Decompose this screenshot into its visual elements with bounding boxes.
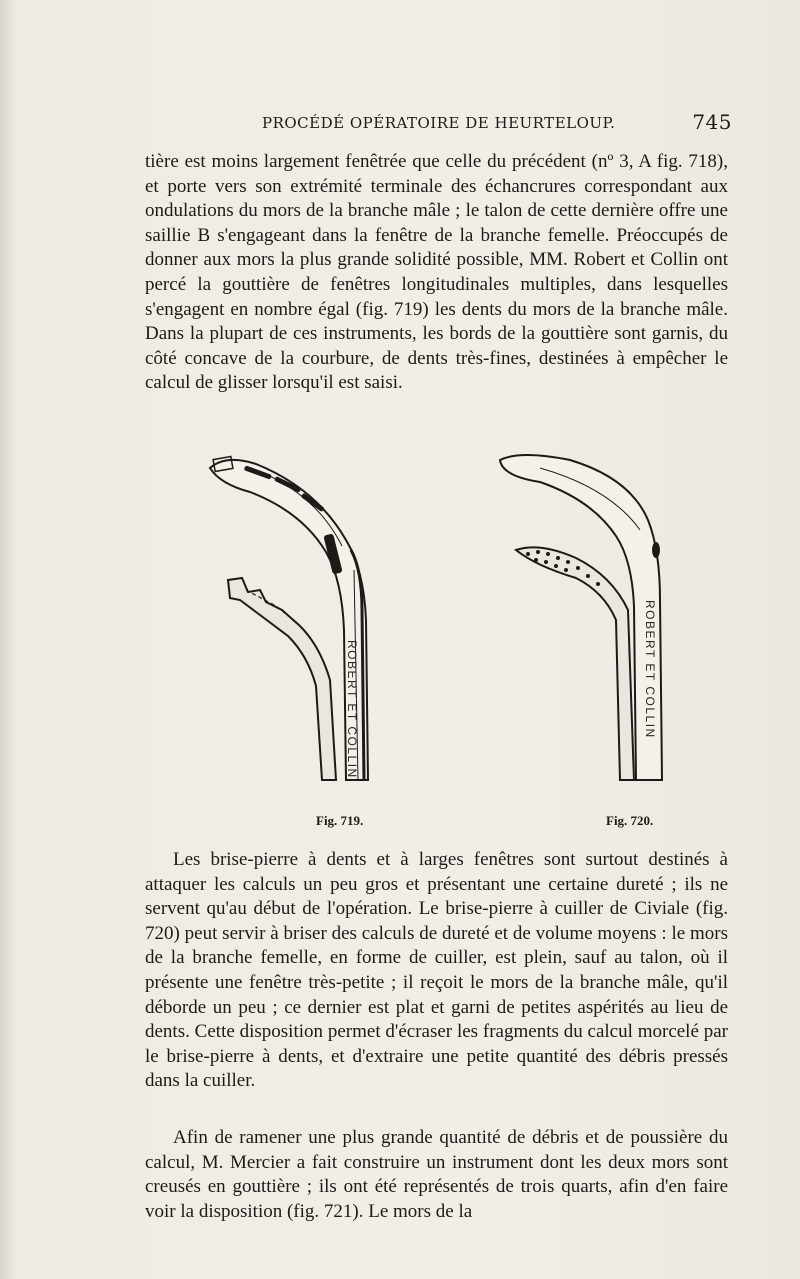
running-title: PROCÉDÉ OPÉRATOIRE DE HEURTELOUP. xyxy=(262,114,616,132)
female-branch-spoon xyxy=(500,455,662,780)
male-branch-flat xyxy=(516,547,634,780)
figure-719-caption: Fig. 719. xyxy=(316,813,364,828)
male-branch-shape xyxy=(228,578,336,780)
engraving-text: ROBERT ET COLLIN xyxy=(345,640,359,779)
figure-720-caption: Fig. 720. xyxy=(606,813,654,828)
small-window xyxy=(652,542,660,558)
figure-720-spoon-lithotrite-illustration xyxy=(480,450,690,810)
paragraph-mercier xyxy=(145,1126,728,1224)
paragraph-text: Les brise-pierre à dents et à larges fenêtres sont surtout destinés à attaquer les calculs un peu gros et présentant une certaine dureté ; ils ne servent qu'au début de l'opération. Le brise-pierre à cuiller de Civiale (fig. 720) peut servir à briser des calculs de dureté et de volume moyens : le mors de la branche femelle, en forme de cuiller, est plein, sauf au talon, où il présente une fenêtre très-petite ; il reçoit le mors de la branche mâle, qu'il déborde un peu ; ce dernier est plat et garni de petites aspérités au lieu de dents. Cette disposition permet d'écraser les fragments du calcul morcelé par le brise-pierre à dents, et d'extraire une petite quantité des débris pressés dans la cuiller. xyxy=(145,849,728,1092)
paragraph-continued: tière est moins largement fenêtrée que celle du précédent (nº 3, A fig. 718), et porte vers son extrémité terminale des échancrures correspondant aux ondulations du mors de la branche mâle ; le talon de cette dernière offre une saillie B s'engageant dans la fenêtre de la branche femelle. Préoccupés de donner aux mors la plus grande solidité possible, MM. Robert et Collin ont percé la gouttière de fenêtres longitudinales multiples, dans lesquelles s'engagent en nombre égal (fig. 719) les dents du mors de la branche mâle. Dans la plupart de ces instruments, les bords de la gouttière sont garnis, du côté concave de la courbure, de dents très-fines, destinées à empêcher le calcul de glisser lorsqu'il est saisi. xyxy=(145,151,728,394)
paragraph-text: Afin de ramener une plus grande quantité de débris et de poussière du calcul, M. Mercier a fait construire un instrument dont les deux mors sont creusés en gouttière ; ils ont été représentés de trois quarts, afin d'en faire voir la disposition (fig. 721). Le mors de la xyxy=(145,1127,728,1222)
page-number: 745 xyxy=(692,110,732,134)
paragraph-brise-pierre xyxy=(145,848,728,1094)
figure-719-lithotrite-illustration xyxy=(196,450,396,810)
engraving-text: ROBERT ET COLLIN xyxy=(643,600,657,739)
